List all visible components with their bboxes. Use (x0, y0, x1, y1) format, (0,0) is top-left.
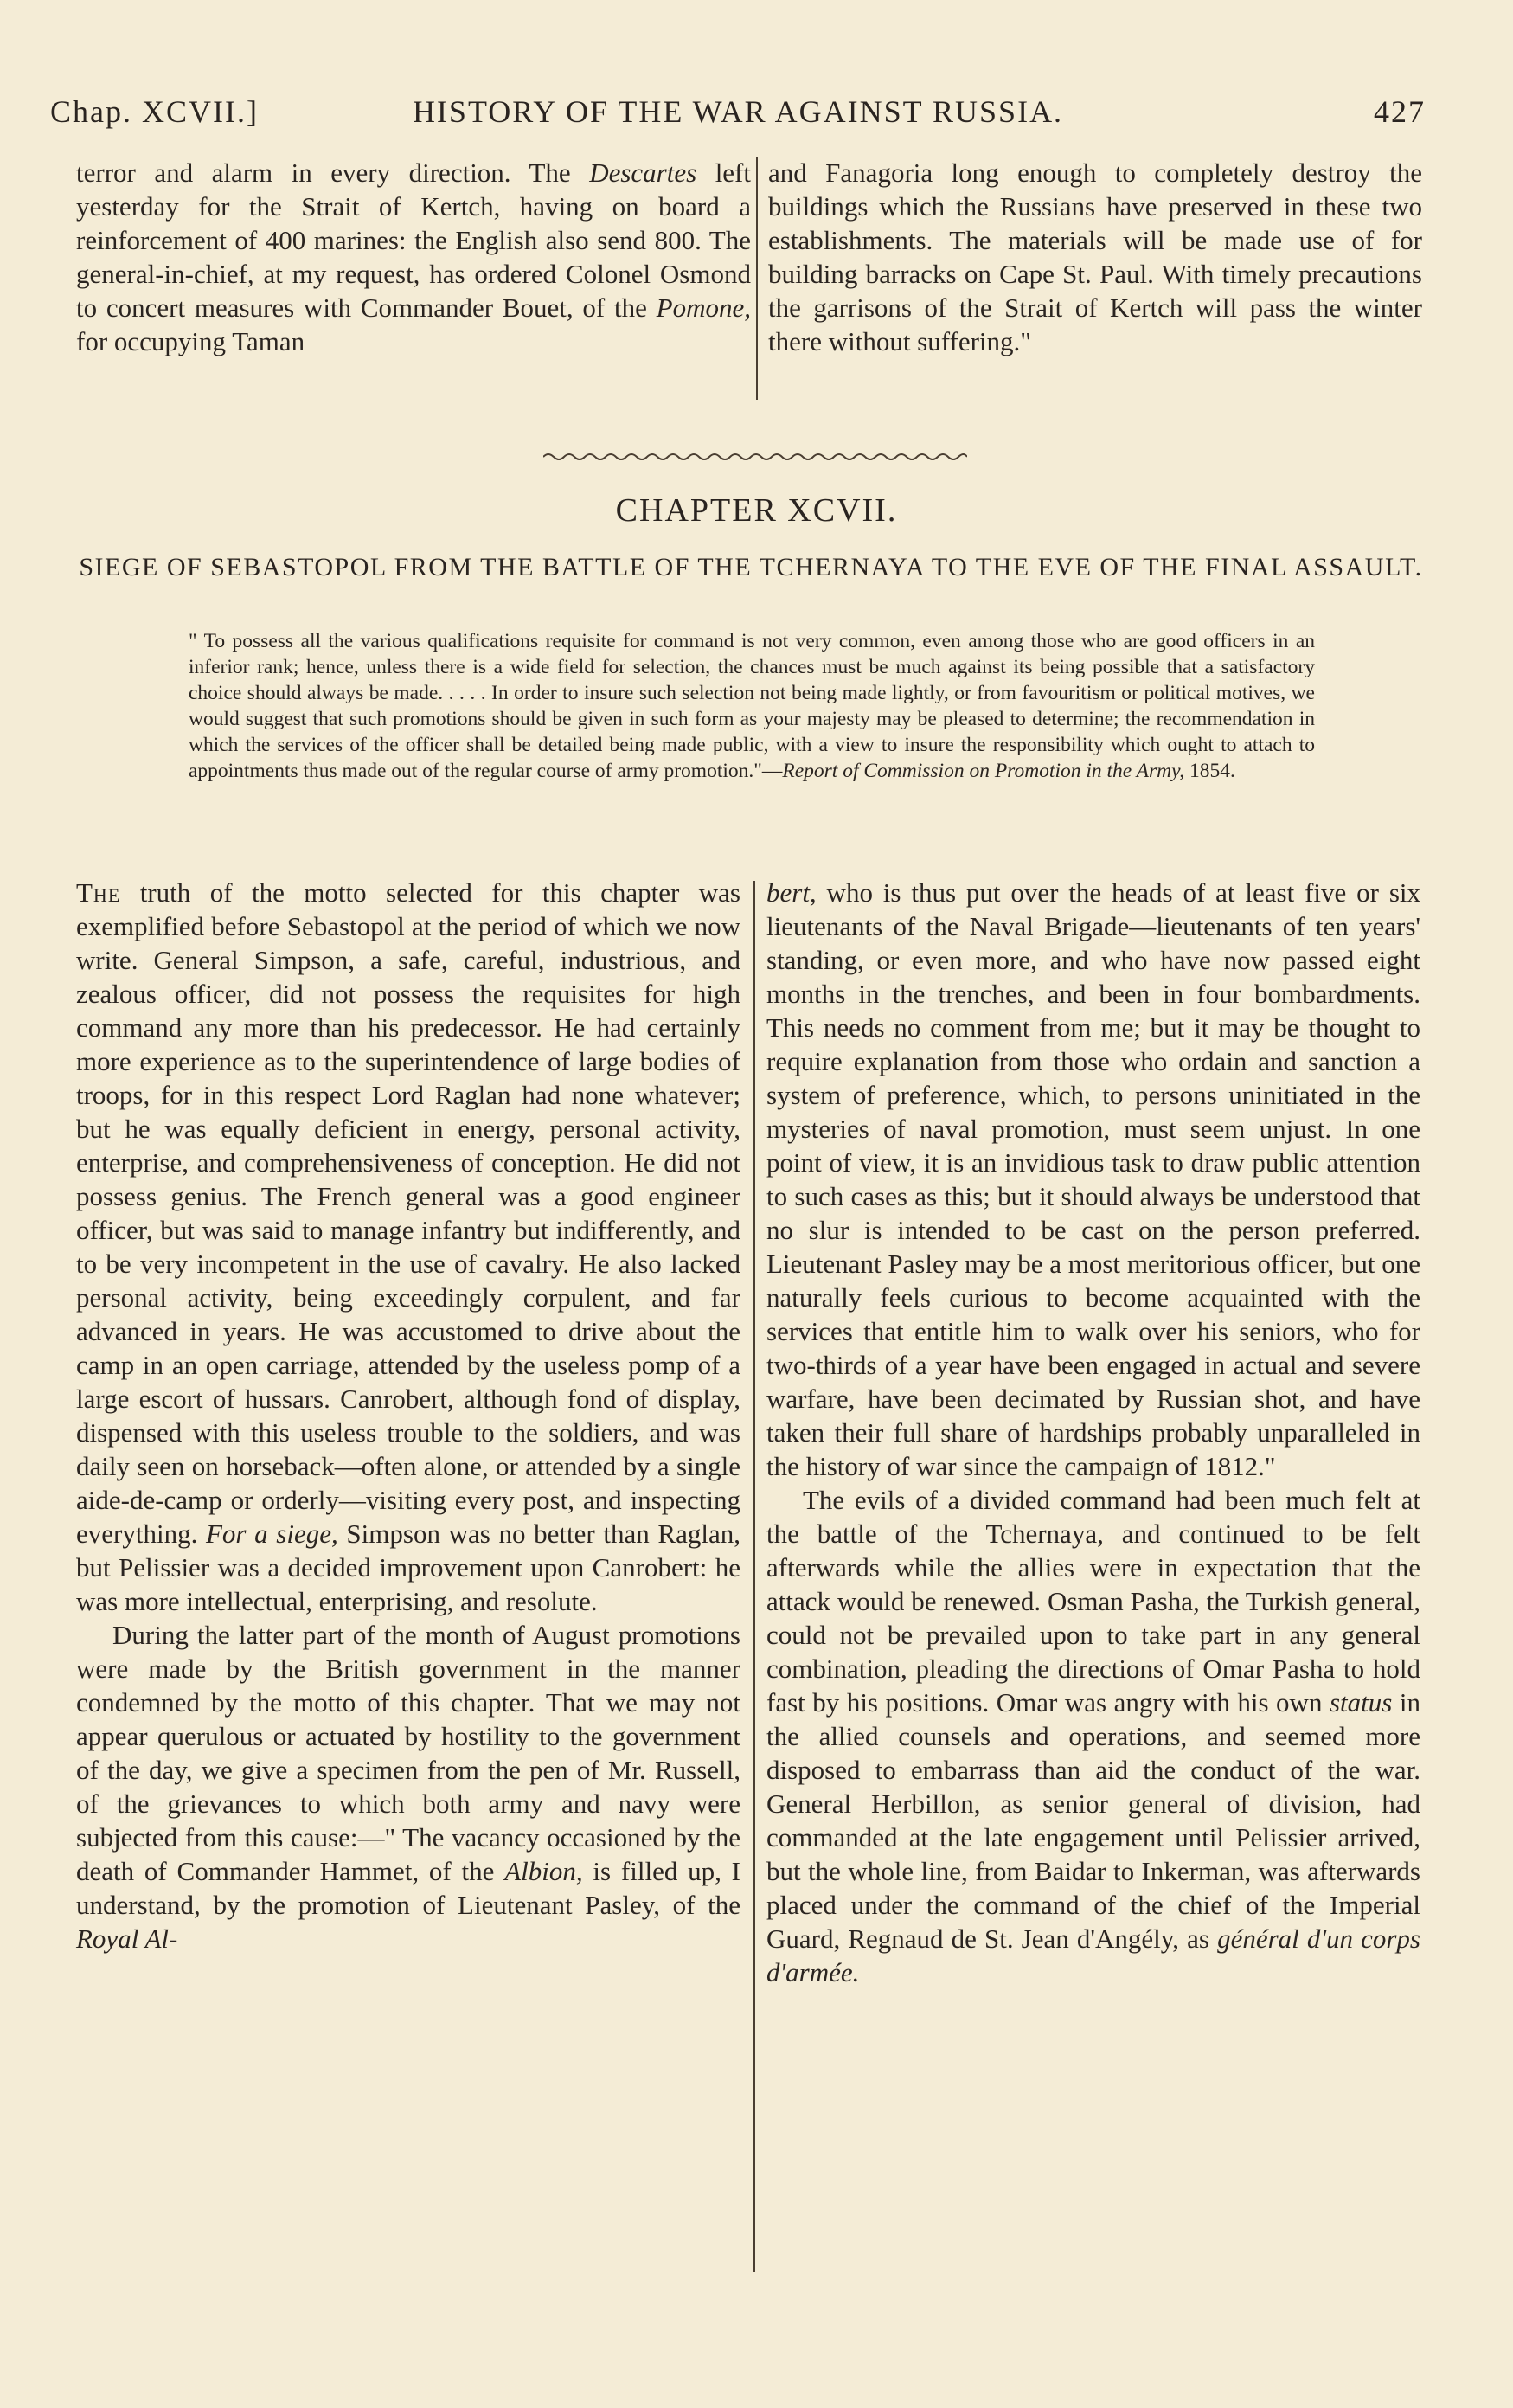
paragraph: bert, who is thus put over the heads of at least five or six lieutenants of the Naval Brigade—lieutenants of ten years' standing, or even more, and who have now passed eight months in the trenches, and been in four bombardments. This needs no comment from me; but it may be thought to require explanation from those who ordain and sanction a system of preference, which, to persons uninitiated in the mysteries of naval promotion, must seem unjust. In one point of view, it is an invidious task to draw public attention to such cases as this; but it should always be understood that no slur is intended to be cast on the person preferred. Lieutenant Pasley may be a most meritorious officer, but one naturally feels curious to become acquainted with the services that entitle him to walk over his seniors, who for two-thirds of a year have been engaged in actual and severe warfare, have been decimated by Russian shot, and have taken their full share of hardships probably unparalleled in the history of war since the campaign of 1812." (766, 877, 1420, 1481)
paragraph: During the latter part of the month of August promotions were made by the British government in the manner condemned by the motto of this chapter. That we may not appear querulous or actuated by hostility to the government of the day, we give a specimen from the pen of Mr. Russell, of the grievances to which both army and navy were subjected from this cause:—" The vacancy occasioned by the death of Commander Hammet, of the Albion, is filled up, I understand, by the promotion of Lieutenant Pasley, of the Royal Al- (76, 1620, 741, 1954)
chapter-motto: " To possess all the various qualifications requisite for command is not very common, even among those who are good officers in an inferior rank; hence, unless there is a wide field for selection, the chances must be much against its being possible that a satisfactory choice should always be made. . . . . In order to insure such selection not being made lightly, or from favouritism or political motives, we would suggest that such promotions should be given in such form as your majesty may be pleased to determine; the recommendation in which the services of the officer shall be detailed being made public, with a view to insure the responsibility which ought to attach to appointments thus made out of the regular course of army promotion."—Report of Commission on Promotion in the Army, 1854. (189, 630, 1315, 782)
top-left-column (76, 156, 751, 358)
column-divider (753, 881, 755, 2272)
chapter-subtitle: SIEGE OF SEBASTOPOL FROM THE BATTLE OF THE TCHERNAYA TO THE EVE OF THE FINAL ASSAULT. (79, 553, 1423, 581)
chapter-title: CHAPTER XCVII. (615, 492, 898, 529)
motto-source: Report of Commission on Promotion in the Army, (782, 760, 1185, 782)
column-divider (756, 157, 758, 400)
paragraph: The truth of the motto selected for this chapter was exemplified before Sebastopol at the period of which we now write. General Simpson, a safe, careful, industrious, and zealous officer, did not possess the requisites for high command any more than his predecessor. He had certainly more experience as to the superintendence of large bodies of troops, for in this respect Lord Raglan had none whatever; but he was equally deficient in energy, personal activity, enterprise, and comprehensiveness of conception. He did not possess genius. The French general was a good engineer officer, but was said to manage infantry but indifferently, and to be very incompetent in the use of cavalry. He also lacked personal activity, being exceedingly corpulent, and far advanced in years. He was accustomed to drive about the camp in an open carriage, attended by the useless pomp of a large escort of hussars. Canrobert, although fond of display, dispensed with this useless trouble to the soldiers, and was daily seen on horseback—often alone, or attended by a single aide-de-camp or orderly—visiting every post, and inspecting everything. For a siege, Simpson was no better than Raglan, but Pelissier was a decided improvement upon Canrobert: he was more intellectual, enterprising, and resolute. (76, 877, 740, 1616)
page-number: 427 (1374, 94, 1426, 129)
body-right-column (766, 876, 1420, 1989)
top-right-column (768, 156, 1422, 358)
paragraph: and Fanagoria long enough to completely destroy the buildings which the Russians have preserved in these two establishments. The materials will be made use of for building barracks on Cape St. Paul. With timely precautions the garrisons of the Strait of Kertch will pass the winter there without suffering." (768, 157, 1422, 356)
running-title: HISTORY OF THE WAR AGAINST RUSSIA. (412, 94, 1064, 129)
ornament-divider (543, 450, 967, 464)
paragraph: The evils of a divided command had been much felt at the battle of the Tchernaya, and continued to be felt afterwards while the allies were in expectation that the attack would be renewed. Osman Pasha, the Turkish general, could not be prevailed upon to take part in any general combination, pleading the directions of Omar Pasha to hold fast by his positions. Omar was angry with his own status in the allied counsels and operations, and seemed more disposed to embarrass than aid the conduct of the war. General Herbillon, as senior general of division, had commanded at the late engagement until Pelissier arrived, but the whole line, from Baidar to Inkerman, was afterwards placed under the command of the chief of the Imperial Guard, Regnaud de St. Jean d'Angély, as général d'un corps d'armée. (766, 1485, 1421, 1987)
running-header (50, 93, 1426, 137)
paragraph: terror and alarm in every direction. The Descartes left yesterday for the Strait of Kertch, having on board a reinforcement of 400 marines: the English also send 800. The general-in-chief, at my request, has ordered Colonel Osmond to concert measures with Commander Bouet, of the Pomone, for occupying Taman (76, 157, 751, 356)
chapter-label: Chap. XCVII.] (50, 94, 259, 129)
body-left-column (76, 876, 740, 1955)
